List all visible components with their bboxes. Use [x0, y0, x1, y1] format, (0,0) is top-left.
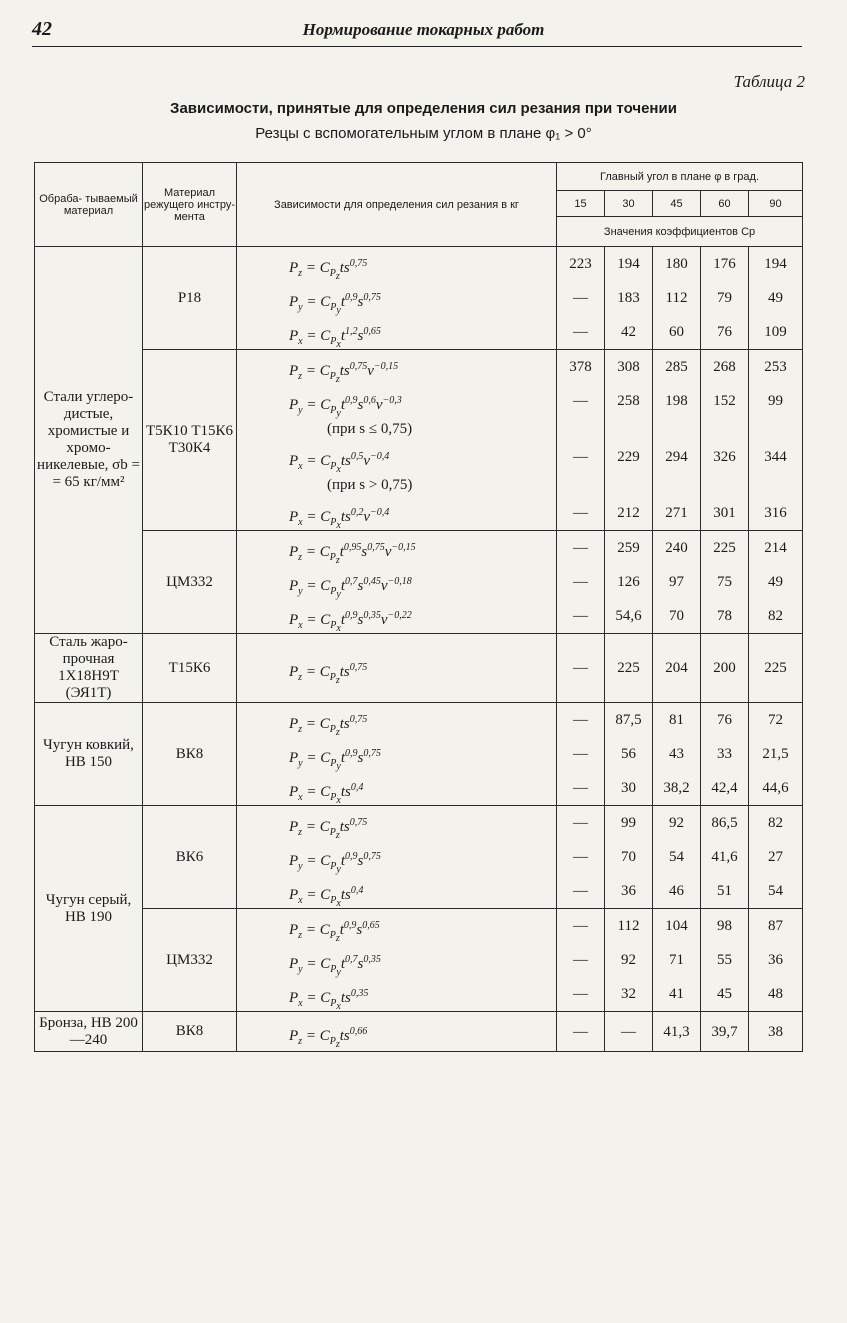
- formula-cell: [237, 943, 557, 977]
- coef-value-cell: 344: [749, 440, 803, 496]
- table-subcaption: Резцы с вспомогательным углом в плане φ₁ > 0°: [255, 125, 592, 142]
- formula-note: (при s ≤ 0,75): [327, 421, 413, 437]
- coef-value-cell: 32: [605, 977, 653, 1012]
- coef-value-cell: 97: [653, 565, 701, 599]
- coef-value-cell: —: [557, 703, 605, 738]
- coef-value-cell: 75: [701, 565, 749, 599]
- coef-value-cell: 176: [701, 247, 749, 282]
- formula-text: $P_y = C_{P_y}t^{0,9}s^{0,75}$: [289, 292, 381, 316]
- header-row: [35, 163, 803, 191]
- coef-value-cell: 109: [749, 315, 803, 350]
- header-material: Обраба- тываемый материал: [35, 163, 143, 247]
- coef-value-cell: 92: [605, 943, 653, 977]
- coef-value-cell: 194: [605, 247, 653, 282]
- coef-value-cell: 33: [701, 737, 749, 771]
- formula-text: $P_y = C_{P_y}t^{0,7}s^{0,35}$: [289, 954, 381, 978]
- coef-value-cell: —: [557, 840, 605, 874]
- coef-value-cell: 48: [749, 977, 803, 1012]
- material-cell: Стали углеро- дистые, хромистые и хромо- никелевые, σb = = 65 кг/мм²: [35, 247, 143, 634]
- formula-text: $P_y = C_{P_y}t^{0,9}s^{0,75}$: [289, 851, 381, 875]
- formula-cell: [237, 565, 557, 599]
- formula-text: $P_z = C_{P_z}ts^{0,66}$: [289, 1025, 368, 1050]
- formula-row: [35, 1012, 803, 1052]
- formula-text: $P_z = C_{P_z}ts^{0,75}$: [289, 258, 368, 282]
- angle-30: 30: [605, 191, 653, 217]
- coef-value-cell: 92: [653, 806, 701, 841]
- formula-row: [35, 531, 803, 566]
- formula-row: [35, 703, 803, 738]
- header-formulas: Зависимости для определения сил резания в кг: [237, 163, 557, 247]
- coef-value-cell: 55: [701, 943, 749, 977]
- formula-text: $P_x = C_{P_x}t^{1,2}s^{0,65}$: [289, 326, 381, 350]
- formula-text: $P_x = C_{P_x}ts^{0,5}v^{-0,4}$: [289, 451, 390, 475]
- coef-value-cell: 214: [749, 531, 803, 566]
- coef-value-cell: 86,5: [701, 806, 749, 841]
- coef-value-cell: 225: [701, 531, 749, 566]
- coef-value-cell: 316: [749, 496, 803, 531]
- coef-value-cell: 46: [653, 874, 701, 909]
- formula-note: (при s > 0,75): [327, 477, 413, 493]
- tool-cell: ВК8: [143, 1012, 237, 1052]
- coef-value-cell: 36: [605, 874, 653, 909]
- formula-cell: [237, 634, 557, 703]
- formula-text: $P_x = C_{P_x}ts^{0,2}v^{-0,4}$: [289, 507, 390, 531]
- coef-value-cell: 60: [653, 315, 701, 350]
- tool-cell: Т15К6: [143, 634, 237, 703]
- coef-value-cell: —: [557, 281, 605, 315]
- coef-value-cell: 378: [557, 350, 605, 385]
- coef-value-cell: 194: [749, 247, 803, 282]
- material-cell: Чугун серый, HB 190: [35, 806, 143, 1012]
- coef-value-cell: 240: [653, 531, 701, 566]
- coef-value-cell: 42,4: [701, 771, 749, 806]
- formula-text: $P_z = C_{P_z}ts^{0,75}v^{-0,15}$: [289, 361, 399, 385]
- formula-cell: [237, 315, 557, 350]
- coef-value-cell: 326: [701, 440, 749, 496]
- coef-value-cell: 285: [653, 350, 701, 385]
- header-angle: Главный угол в плане φ в град.: [557, 163, 803, 191]
- coef-value-cell: 54: [653, 840, 701, 874]
- coef-value-cell: —: [557, 531, 605, 566]
- coef-value-cell: 198: [653, 384, 701, 440]
- coef-value-cell: 54,6: [605, 599, 653, 634]
- formula-row: [35, 247, 803, 282]
- formula-text: $P_x = C_{P_x}t^{0,9}s^{0,35}v^{-0,22}$: [289, 610, 412, 634]
- header-rule: [32, 46, 802, 47]
- coef-value-cell: 44,6: [749, 771, 803, 806]
- tool-cell: ЦМ332: [143, 531, 237, 634]
- coef-value-cell: 152: [701, 384, 749, 440]
- coef-value-cell: 79: [701, 281, 749, 315]
- coef-value-cell: 81: [653, 703, 701, 738]
- coef-value-cell: 76: [701, 315, 749, 350]
- coef-value-cell: 41: [653, 977, 701, 1012]
- formula-cell: [237, 599, 557, 634]
- formula-text: $P_y = C_{P_y}t^{0,9}s^{0,75}$: [289, 748, 381, 772]
- coef-value-cell: —: [557, 1012, 605, 1052]
- formula-cell: [237, 247, 557, 282]
- coef-value-cell: 294: [653, 440, 701, 496]
- coef-value-cell: 212: [605, 496, 653, 531]
- tool-cell: Т5К10 Т15К6 Т30К4: [143, 350, 237, 531]
- coef-value-cell: 42: [605, 315, 653, 350]
- coef-value-cell: 49: [749, 565, 803, 599]
- coef-value-cell: 271: [653, 496, 701, 531]
- formula-text: $P_y = C_{P_y}t^{0,7}s^{0,45}v^{-0,18}$: [289, 576, 412, 600]
- tool-cell: ВК6: [143, 806, 237, 909]
- formula-text: $P_x = C_{P_x}ts^{0,4}$: [289, 782, 364, 806]
- coef-value-cell: —: [557, 634, 605, 703]
- coef-value-cell: 104: [653, 909, 701, 944]
- coef-value-cell: 225: [605, 634, 653, 703]
- coef-value-cell: 49: [749, 281, 803, 315]
- coef-value-cell: 41,6: [701, 840, 749, 874]
- coef-value-cell: 126: [605, 565, 653, 599]
- angle-45: 45: [653, 191, 701, 217]
- coef-value-cell: —: [557, 496, 605, 531]
- formula-cell: [237, 384, 557, 440]
- coef-value-cell: —: [557, 806, 605, 841]
- formula-cell: [237, 909, 557, 944]
- coef-value-cell: 301: [701, 496, 749, 531]
- formula-text: $P_z = C_{P_z}ts^{0,75}$: [289, 662, 368, 686]
- coef-value-cell: 223: [557, 247, 605, 282]
- formula-cell: [237, 874, 557, 909]
- angle-15: 15: [557, 191, 605, 217]
- table-caption: Зависимости, принятые для определения сил резания при точении: [170, 100, 677, 117]
- coef-value-cell: —: [557, 737, 605, 771]
- formula-text: $P_z = C_{P_z}ts^{0,75}$: [289, 817, 368, 841]
- cutting-forces-table: [34, 162, 803, 1052]
- formula-row: [35, 634, 803, 703]
- coef-value-cell: 27: [749, 840, 803, 874]
- coef-value-cell: —: [557, 384, 605, 440]
- coef-value-cell: 183: [605, 281, 653, 315]
- material-cell: Сталь жаро- прочная 1Х18Н9Т (ЭЯ1Т): [35, 634, 143, 703]
- coef-value-cell: 98: [701, 909, 749, 944]
- coef-value-cell: 225: [749, 634, 803, 703]
- coef-value-cell: 51: [701, 874, 749, 909]
- coef-value-cell: 259: [605, 531, 653, 566]
- formula-cell: [237, 496, 557, 531]
- table-number: Таблица 2: [733, 72, 805, 91]
- coef-value-cell: —: [557, 315, 605, 350]
- formula-text: $P_y = C_{P_y}t^{0,9}s^{0,6}v^{-0,3}$: [289, 395, 402, 419]
- coef-value-cell: 72: [749, 703, 803, 738]
- coef-value-cell: 112: [605, 909, 653, 944]
- coef-value-cell: 70: [605, 840, 653, 874]
- formula-row: [35, 806, 803, 841]
- coef-value-cell: —: [557, 440, 605, 496]
- running-title: Нормирование токарных работ: [302, 20, 545, 39]
- coef-value-cell: 87,5: [605, 703, 653, 738]
- formula-cell: [237, 350, 557, 385]
- coef-value-cell: 38,2: [653, 771, 701, 806]
- formula-cell: [237, 771, 557, 806]
- coef-value-cell: 308: [605, 350, 653, 385]
- coef-value-cell: 180: [653, 247, 701, 282]
- coef-value-cell: —: [557, 771, 605, 806]
- formula-cell: [237, 977, 557, 1012]
- coef-value-cell: 229: [605, 440, 653, 496]
- angle-90: 90: [749, 191, 803, 217]
- coef-value-cell: 268: [701, 350, 749, 385]
- coef-value-cell: —: [605, 1012, 653, 1052]
- page-number: 42: [32, 18, 52, 40]
- formula-cell: [237, 840, 557, 874]
- tool-cell: Р18: [143, 247, 237, 350]
- coef-value-cell: 204: [653, 634, 701, 703]
- coef-value-cell: —: [557, 909, 605, 944]
- material-cell: Чугун ковкий, HB 150: [35, 703, 143, 806]
- formula-text: $P_x = C_{P_x}ts^{0,35}$: [289, 988, 369, 1012]
- coef-value-cell: 76: [701, 703, 749, 738]
- coef-value-cell: 45: [701, 977, 749, 1012]
- header-tool: Материал режущего инстру- мента: [143, 163, 237, 247]
- coef-value-cell: 70: [653, 599, 701, 634]
- coef-value-cell: 78: [701, 599, 749, 634]
- coef-value-cell: 258: [605, 384, 653, 440]
- coef-value-cell: 41,3: [653, 1012, 701, 1052]
- coef-value-cell: 30: [605, 771, 653, 806]
- coef-value-cell: 71: [653, 943, 701, 977]
- coef-value-cell: 253: [749, 350, 803, 385]
- coef-value-cell: 99: [749, 384, 803, 440]
- formula-text: $P_z = C_{P_z}t^{0,95}s^{0,75}v^{-0,15}$: [289, 542, 416, 566]
- formula-cell: [237, 703, 557, 738]
- coef-value-cell: —: [557, 977, 605, 1012]
- formula-cell: [237, 806, 557, 841]
- formula-cell: [237, 1012, 557, 1052]
- coef-value-cell: 87: [749, 909, 803, 944]
- formula-text: $P_z = C_{P_z}t^{0,9}s^{0,65}$: [289, 920, 380, 944]
- formula-row: [35, 350, 803, 385]
- formula-text: $P_x = C_{P_x}ts^{0,4}$: [289, 885, 364, 909]
- formula-text: $P_z = C_{P_z}ts^{0,75}$: [289, 714, 368, 738]
- coef-value-cell: —: [557, 874, 605, 909]
- coef-value-cell: —: [557, 943, 605, 977]
- header-coef: Значения коэффициентов Cp: [557, 217, 803, 247]
- coef-value-cell: 82: [749, 599, 803, 634]
- formula-cell: [237, 737, 557, 771]
- coef-value-cell: 38: [749, 1012, 803, 1052]
- coef-value-cell: 43: [653, 737, 701, 771]
- coef-value-cell: 200: [701, 634, 749, 703]
- coef-value-cell: —: [557, 565, 605, 599]
- tool-cell: ЦМ332: [143, 909, 237, 1012]
- formula-cell: [237, 281, 557, 315]
- angle-60: 60: [701, 191, 749, 217]
- tool-cell: ВК8: [143, 703, 237, 806]
- coef-value-cell: 21,5: [749, 737, 803, 771]
- formula-cell: [237, 440, 557, 496]
- coef-value-cell: 56: [605, 737, 653, 771]
- material-cell: Бронза, HB 200—240: [35, 1012, 143, 1052]
- coef-value-cell: 54: [749, 874, 803, 909]
- coef-value-cell: 39,7: [701, 1012, 749, 1052]
- coef-value-cell: 112: [653, 281, 701, 315]
- formula-cell: [237, 531, 557, 566]
- coef-value-cell: 99: [605, 806, 653, 841]
- coef-value-cell: 36: [749, 943, 803, 977]
- coef-value-cell: 82: [749, 806, 803, 841]
- formula-row: [35, 909, 803, 944]
- coef-value-cell: —: [557, 599, 605, 634]
